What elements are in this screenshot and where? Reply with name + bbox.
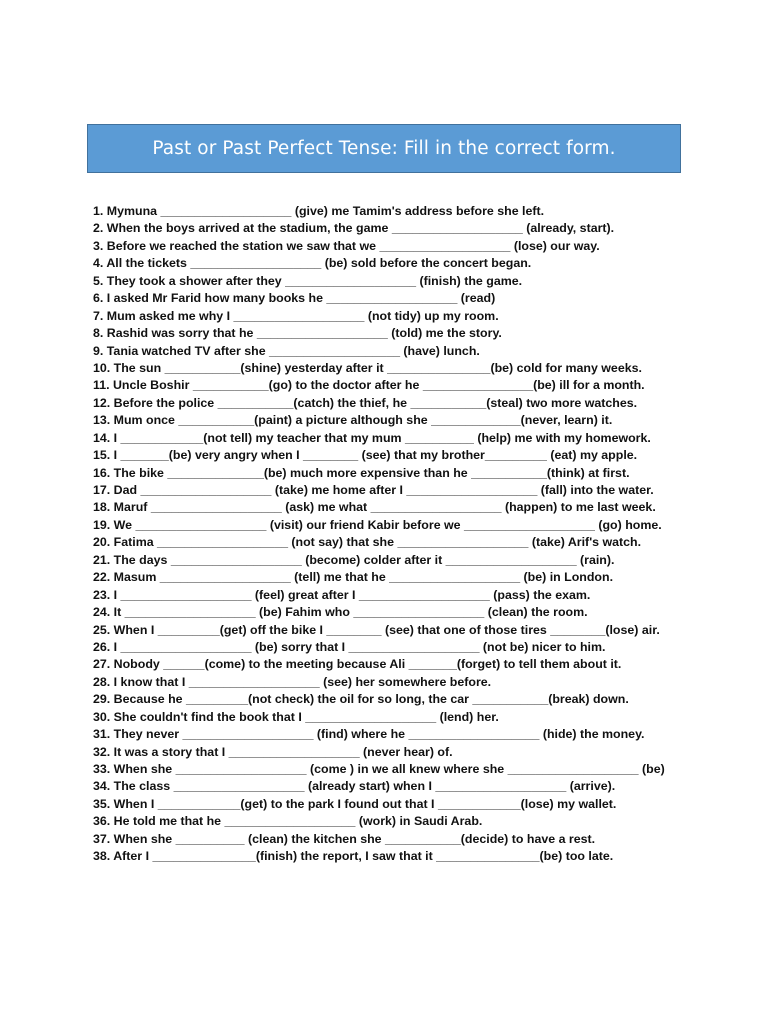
exercise-item-29: 29. Because he _________(not check) the oil for so long, the car ___________(break) down. bbox=[93, 692, 629, 707]
exercise-item-35: 35. When I ____________(get) to the park I found out that I ____________(lose) my wallet. bbox=[93, 796, 617, 811]
exercise-item-34: 34. The class ___________________ (already start) when I ___________________ (arrive). bbox=[93, 779, 616, 794]
exercise-item-15: 15. I _______(be) very angry when I ________ (see) that my brother_________ (eat) my apple. bbox=[93, 448, 638, 463]
exercise-item-28: 28. I know that I ___________________ (see) her somewhere before. bbox=[93, 674, 492, 689]
exercise-list bbox=[93, 203, 693, 866]
exercise-item-38: 38. After I _______________(finish) the report, I saw that it _______________(be) too late. bbox=[93, 849, 614, 864]
exercise-item-17: 17. Dad ___________________ (take) me home after I ___________________ (fall) into the water. bbox=[93, 483, 654, 497]
exercise-item-27: 27. Nobody ______(come) to the meeting because Ali _______(forget) to tell them about it. bbox=[93, 657, 622, 672]
exercise-item-4: 4. All the tickets ___________________ (be) sold before the concert began. bbox=[93, 256, 532, 271]
exercise-item-3: 3. Before we reached the station we saw that we ___________________ (lose) our way. bbox=[93, 238, 600, 253]
exercise-item-5: 5. They took a shower after they ___________________ (finish) the game. bbox=[93, 273, 523, 288]
exercise-item-10: 10. The sun ___________(shine) yesterday after it _______________(be) cold for many weeks. bbox=[93, 360, 642, 375]
exercise-item-12: 12. Before the police ___________(catch) the thief, he ___________(steal) two more watches. bbox=[93, 395, 638, 410]
exercise-item-7: 7. Mum asked me why I ___________________ (not tidy) up my room. bbox=[93, 308, 499, 323]
exercise-item-22: 22. Masum ___________________ (tell) me that he ___________________ (be) in London. bbox=[93, 570, 614, 585]
exercise-item-11: 11. Uncle Boshir ___________(go) to the doctor after he ________________(be) ill for a month. bbox=[93, 378, 645, 393]
exercise-item-16: 16. The bike ______________(be) much more expensive than he ___________(think) at first. bbox=[93, 465, 630, 480]
exercise-item-21: 21. The days ___________________ (become) colder after it ___________________ (rain). bbox=[93, 552, 615, 567]
exercise-item-31: 31. They never ___________________ (find) where he ___________________ (hide) the money. bbox=[93, 727, 645, 742]
exercise-item-32: 32. It was a story that I ___________________ (never hear) of. bbox=[93, 744, 453, 759]
exercise-item-37: 37. When she __________ (clean) the kitchen she ___________(decide) to have a rest. bbox=[93, 831, 596, 846]
exercise-item-24: 24. It ___________________ (be) Fahim who ___________________ (clean) the room. bbox=[93, 605, 588, 620]
exercise-item-26: 26. I ___________________ (be) sorry that I ___________________ (not be) nicer to him. bbox=[93, 639, 606, 654]
exercise-item-14: 14. I ____________(not tell) my teacher that my mum __________ (help) me with my homework. bbox=[93, 430, 651, 445]
exercise-item-2: 2. When the boys arrived at the stadium, the game ___________________ (already, start). bbox=[93, 221, 615, 236]
exercise-item-36: 36. He told me that he ___________________ (work) in Saudi Arab. bbox=[93, 814, 483, 829]
exercise-item-23: 23. I ___________________ (feel) great after I ___________________ (pass) the exam. bbox=[93, 587, 591, 602]
exercise-item-25: 25. When I _________(get) off the bike I ________ (see) that one of those tires ________(lose) air. bbox=[93, 622, 660, 637]
exercise-item-20: 20. Fatima ___________________ (not say) that she ___________________ (take) Arif's watch. bbox=[93, 535, 642, 550]
exercise-item-30: 30. She couldn't find the book that I ___________________ (lend) her. bbox=[93, 709, 499, 724]
exercise-item-6: 6. I asked Mr Farid how many books he ___________________ (read) bbox=[93, 291, 496, 306]
exercise-item-8: 8. Rashid was sorry that he ___________________ (told) me the story. bbox=[93, 326, 502, 341]
exercise-item-1: 1. Mymuna ___________________ (give) me Tamim's address before she left. bbox=[93, 204, 545, 218]
exercise-item-9: 9. Tania watched TV after she ___________________ (have) lunch. bbox=[93, 343, 480, 358]
exercise-item-13: 13. Mum once ___________(paint) a picture although she _____________(never, learn) it. bbox=[93, 413, 613, 428]
exercise-item-19: 19. We ___________________ (visit) our friend Kabir before we ___________________ (go) home. bbox=[93, 517, 662, 532]
worksheet-title-banner bbox=[87, 124, 681, 173]
exercise-item-33: 33. When she ___________________ (come ) in we all knew where she ___________________ (be) bbox=[93, 762, 665, 776]
exercise-item-18: 18. Maruf ___________________ (ask) me what ___________________ (happen) to me last week. bbox=[93, 500, 656, 515]
worksheet-title: Past or Past Perfect Tense: Fill in the correct form. bbox=[152, 138, 616, 159]
